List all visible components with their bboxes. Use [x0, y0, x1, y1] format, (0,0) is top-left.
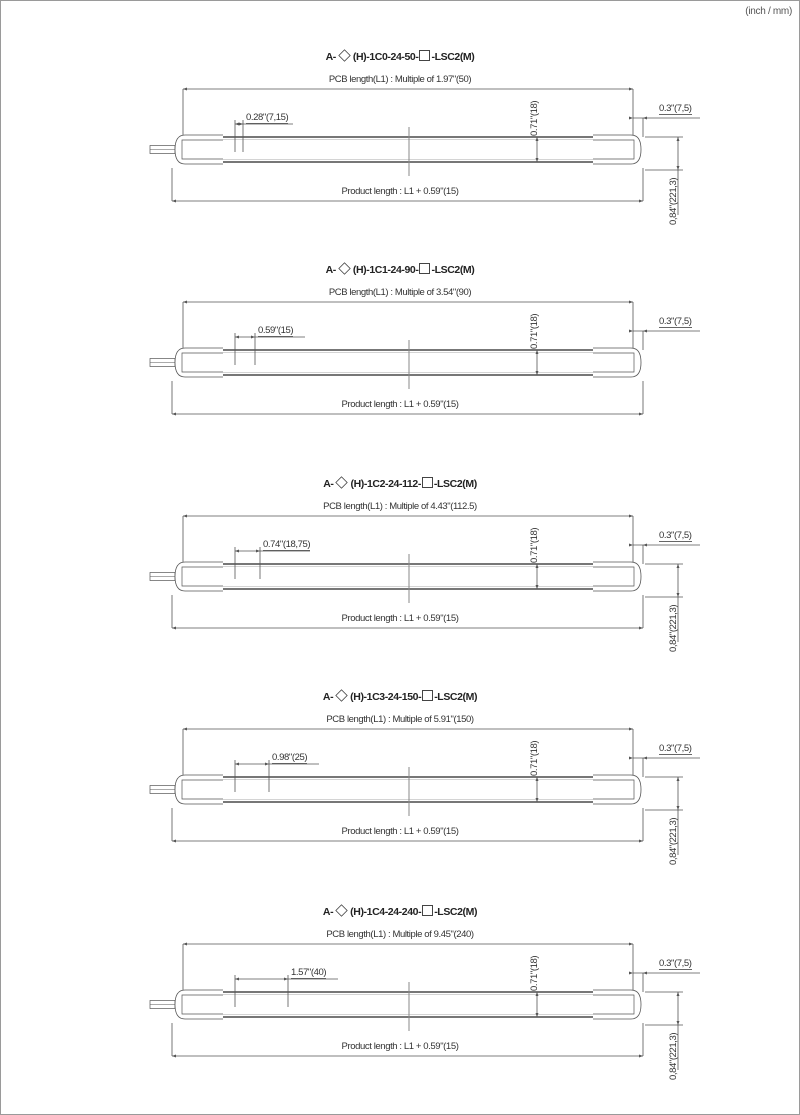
- end-offset-label: 0.3"(7,5): [659, 743, 692, 754]
- height-label: 0.71"(18): [529, 100, 540, 136]
- title-suffix: -LSC2(M): [434, 906, 478, 918]
- end-offset-label: 0.3"(7,5): [659, 316, 692, 327]
- pcb-length-label: PCB length(L1) : Multiple of 3.54"(90): [328, 287, 472, 298]
- product-length-label: Product length : L1 + 0.59"(15): [341, 1041, 459, 1052]
- height-label: 0.71"(18): [529, 955, 540, 991]
- end-offset-label: 0.3"(7,5): [659, 530, 692, 541]
- pitch-label: 1.57"(40): [291, 967, 327, 978]
- title-middle: (H)-1C1-24-90-: [352, 264, 419, 276]
- pcb-length-label: PCB length(L1) : Multiple of 1.97"(50): [328, 74, 472, 85]
- product-length-label: Product length : L1 + 0.59"(15): [341, 186, 459, 197]
- height-label: 0.71"(18): [529, 313, 540, 349]
- led-bar-dimension-diagram: [0, 0, 800, 225]
- bar-drawing: [0, 855, 800, 1070]
- led-bar-dimension-diagram: [0, 855, 800, 1080]
- title-suffix: -LSC2(M): [431, 51, 475, 63]
- title-middle: (H)-1C4-24-240-: [350, 906, 422, 918]
- product-length-label: Product length : L1 + 0.59"(15): [341, 826, 459, 837]
- title-middle: (H)-1C3-24-150-: [350, 691, 422, 703]
- pcb-length-label: PCB length(L1) : Multiple of 9.45"(240): [326, 929, 474, 940]
- pitch-label: 0.98"(25): [272, 752, 308, 763]
- side-height-label: 0,84"(221,3): [668, 1032, 679, 1080]
- bar-drawing: [0, 213, 800, 428]
- title-prefix: A-: [325, 264, 336, 276]
- title-suffix: -LSC2(M): [433, 478, 477, 490]
- side-height-label: 0,84"(221,3): [668, 177, 679, 225]
- title-middle: (H)-1C2-24-112-: [350, 478, 421, 490]
- bar-drawing: [0, 640, 800, 855]
- pitch-label: 0.74"(18,75): [263, 539, 311, 550]
- side-height-label: 0,84"(221,3): [668, 817, 679, 865]
- bar-drawing: [0, 0, 800, 215]
- end-offset-label: 0.3"(7,5): [659, 958, 692, 969]
- height-label: 0.71"(18): [529, 740, 540, 776]
- led-bar-dimension-diagram: [0, 427, 800, 652]
- led-bar-dimension-diagram: [0, 213, 800, 428]
- end-offset-label: 0.3"(7,5): [659, 103, 692, 114]
- title-suffix: -LSC2(M): [431, 264, 475, 276]
- product-length-label: Product length : L1 + 0.59"(15): [341, 399, 459, 410]
- title-suffix: -LSC2(M): [434, 691, 478, 703]
- pcb-length-label: PCB length(L1) : Multiple of 5.91"(150): [326, 714, 474, 725]
- product-length-label: Product length : L1 + 0.59"(15): [341, 613, 459, 624]
- height-label: 0.71"(18): [529, 527, 540, 563]
- title-prefix: A-: [325, 51, 336, 63]
- units-label: (inch / mm): [745, 6, 792, 17]
- side-height-label: 0,84"(221,3): [668, 604, 679, 652]
- title-prefix: A-: [323, 478, 334, 490]
- pcb-length-label: PCB length(L1) : Multiple of 4.43"(112.5): [323, 501, 477, 512]
- led-bar-dimension-diagram: [0, 640, 800, 865]
- title-middle: (H)-1C0-24-50-: [352, 51, 419, 63]
- pitch-label: 0.28"(7,15): [246, 112, 289, 123]
- title-prefix: A-: [322, 691, 334, 703]
- pitch-label: 0.59"(15): [258, 325, 294, 336]
- title-prefix: A-: [322, 906, 334, 918]
- bar-drawing: [0, 427, 800, 642]
